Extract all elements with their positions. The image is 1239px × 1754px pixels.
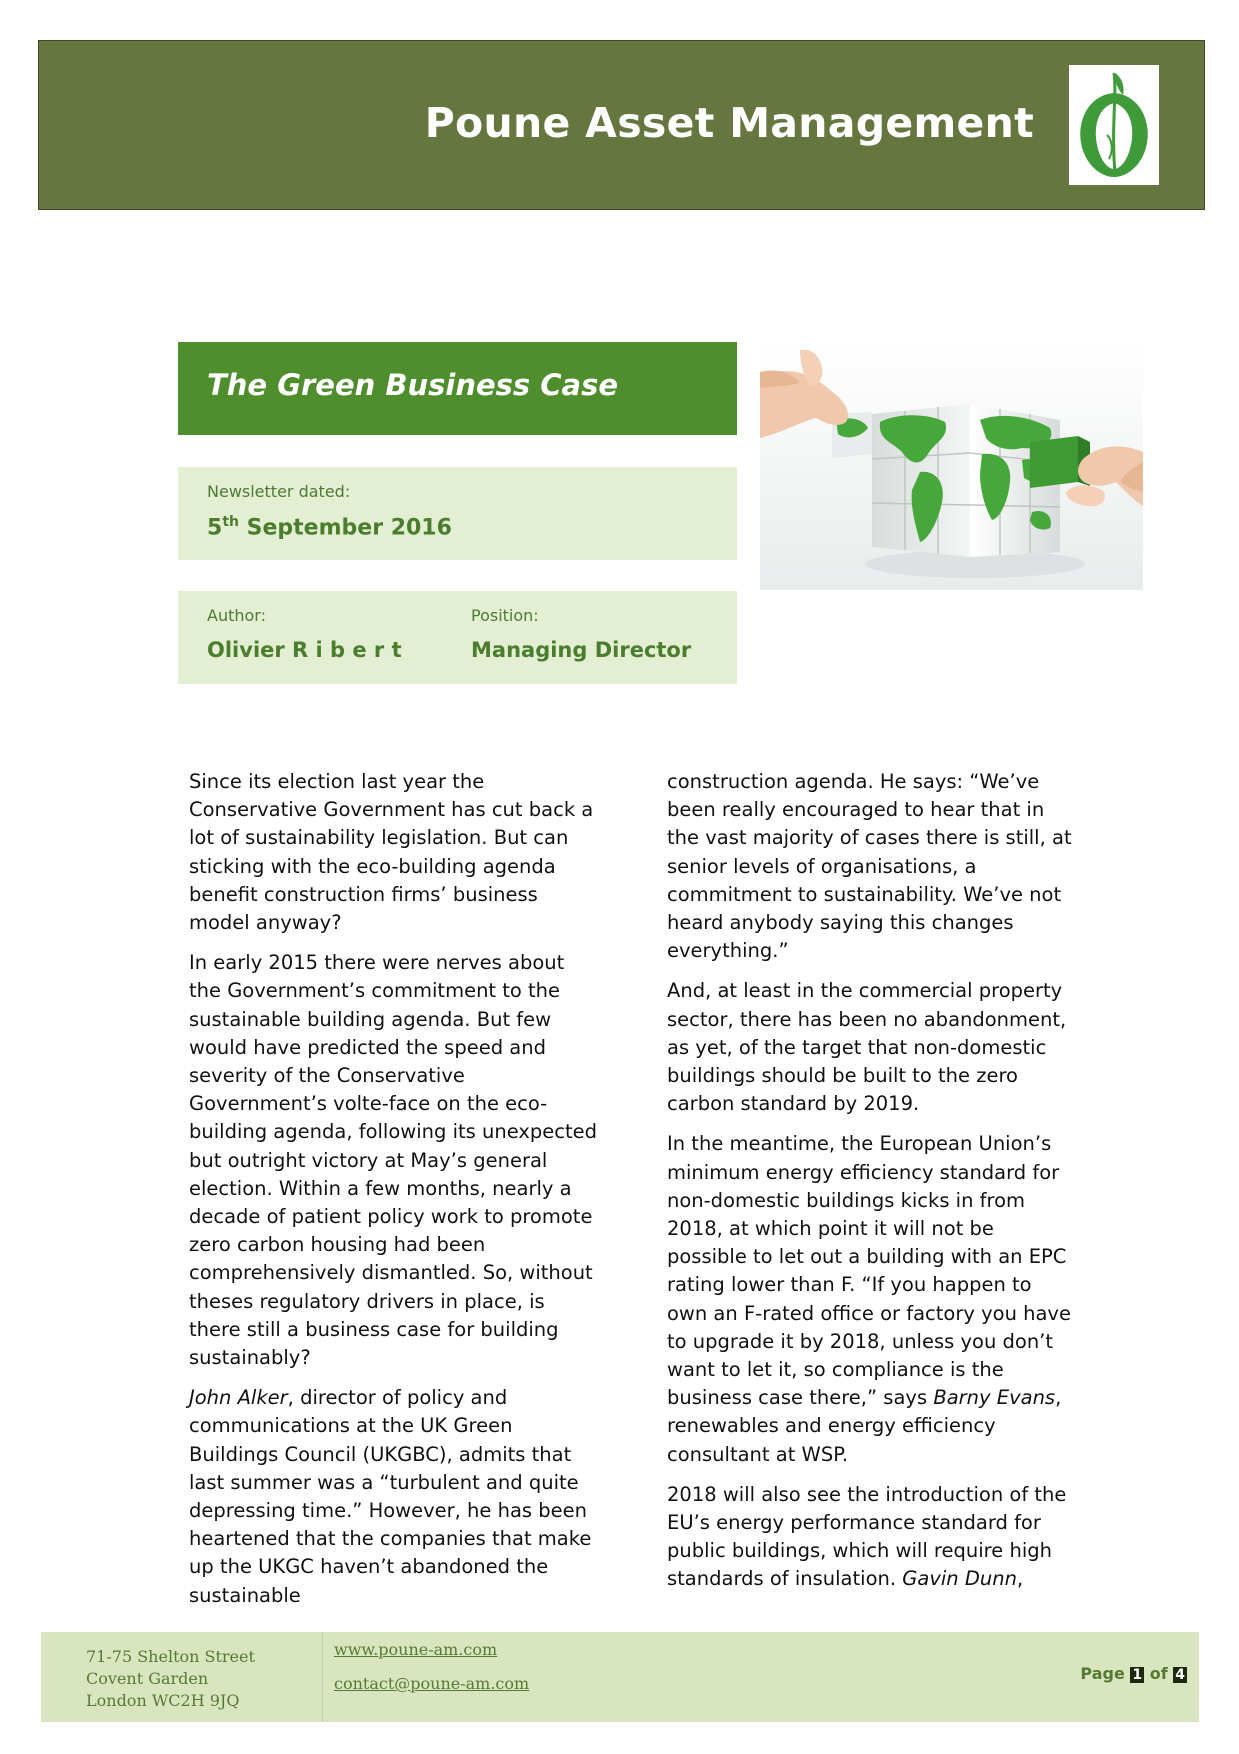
person-name: John Alker bbox=[189, 1386, 288, 1410]
paragraph bbox=[189, 1384, 599, 1610]
address-line: London WC2H 9JQ bbox=[86, 1691, 240, 1710]
author-label: Author: bbox=[207, 606, 266, 625]
newsletter-date-label: Newsletter dated: bbox=[207, 482, 351, 501]
person-name: Barny Evans bbox=[933, 1386, 1056, 1410]
paragraph bbox=[667, 1481, 1077, 1594]
paragraph-text: , renewables and energy efficiency consultant at WSP. bbox=[667, 1386, 1062, 1466]
footer-divider bbox=[322, 1632, 323, 1722]
postal-address bbox=[86, 1646, 255, 1712]
current-page-number: 1 bbox=[1132, 1667, 1143, 1683]
page-of-word: of bbox=[1149, 1664, 1168, 1683]
date-suffix: th bbox=[222, 514, 239, 530]
paragraph-text: 2018 will also see the introduction of the EU’s energy performance standard for public buildings, which will require high standards of insulation. bbox=[667, 1482, 1067, 1591]
paragraph: construction agenda. He says: “We’ve been really encouraged to hear that in the vast majority of cases there is still, at senior levels of organisations, a commitment to sustainability. We’ve not heard anybody saying this changes everything.” bbox=[667, 770, 1072, 963]
article-column-right bbox=[667, 768, 1077, 1606]
author-panel bbox=[178, 591, 737, 684]
paragraph bbox=[667, 1130, 1077, 1468]
paragraph: Since its election last year the Conservative Government has cut back a lot of sustainability legislation. But can sticking with the eco-building agenda benefit construction firms’ business model anyway? bbox=[189, 770, 594, 935]
paragraph: In early 2015 there were nerves about the Government’s commitment to the sustainable building agenda. But few would have predicted the speed and severity of the Conservative Government’s volte-face on the eco-building agenda, following its unexpected but outright victory at May’s general election. Within a few months, nearly a decade of patient policy work to promote zero carbon housing had been comprehensively dismantled. So, without theses regulatory drivers in place, is there still a business case for building sustainably? bbox=[189, 951, 598, 1370]
paragraph-text: , director of policy and communications at the UK Green Buildings Council (UKGBC), admits that last summer was a “turbulent and quite depressing time.” However, he has been heartened that the companies that make up the UKGC haven’t abandoned the sustainable bbox=[189, 1386, 592, 1607]
total-pages-number: 4 bbox=[1175, 1667, 1185, 1683]
paragraph-text: In the meantime, the European Union’s minimum energy efficiency standard for non-domestic buildings kicks in from 2018, at which point it will not be possible to let out a building with an EPC rating lower than F. “If you happen to own an F-rated office or factory you have to upgrade it by 2018, unless you don’t want to let it, so compliance is the business case there,” says bbox=[667, 1132, 1071, 1410]
page-word: Page bbox=[1080, 1664, 1125, 1683]
hands-assembling-green-world-map-cube-image bbox=[760, 342, 1143, 590]
date-month-year: September 2016 bbox=[238, 515, 452, 541]
website-link[interactable]: www.poune-am.com bbox=[334, 1640, 498, 1659]
paragraph-text: , bbox=[1016, 1567, 1024, 1591]
leaf-logo-icon bbox=[1069, 65, 1159, 185]
newsletter-date bbox=[207, 514, 452, 540]
page-header bbox=[38, 40, 1205, 210]
page-indicator bbox=[1080, 1664, 1187, 1683]
position-label: Position: bbox=[471, 606, 539, 625]
position-value: Managing Director bbox=[471, 638, 692, 662]
address-line: 71-75 Shelton Street bbox=[86, 1647, 255, 1666]
person-name: Gavin Dunn bbox=[902, 1567, 1017, 1591]
company-name: Poune Asset Management bbox=[424, 99, 1034, 147]
paragraph: And, at least in the commercial property sector, there has been no abandonment, as yet, of the target that non-domestic buildings should be built to the zero carbon standard by 2019. bbox=[667, 979, 1067, 1116]
address-line: Covent Garden bbox=[86, 1669, 209, 1688]
page-footer bbox=[41, 1632, 1199, 1722]
title-bar bbox=[178, 342, 737, 435]
author-name: Olivier R i b e r t bbox=[207, 638, 402, 662]
date-panel bbox=[178, 467, 737, 560]
date-day: 5 bbox=[207, 515, 223, 541]
newsletter-title: The Green Business Case bbox=[207, 368, 619, 402]
email-link[interactable]: contact@poune-am.com bbox=[334, 1674, 530, 1693]
article-column-left bbox=[189, 768, 599, 1622]
